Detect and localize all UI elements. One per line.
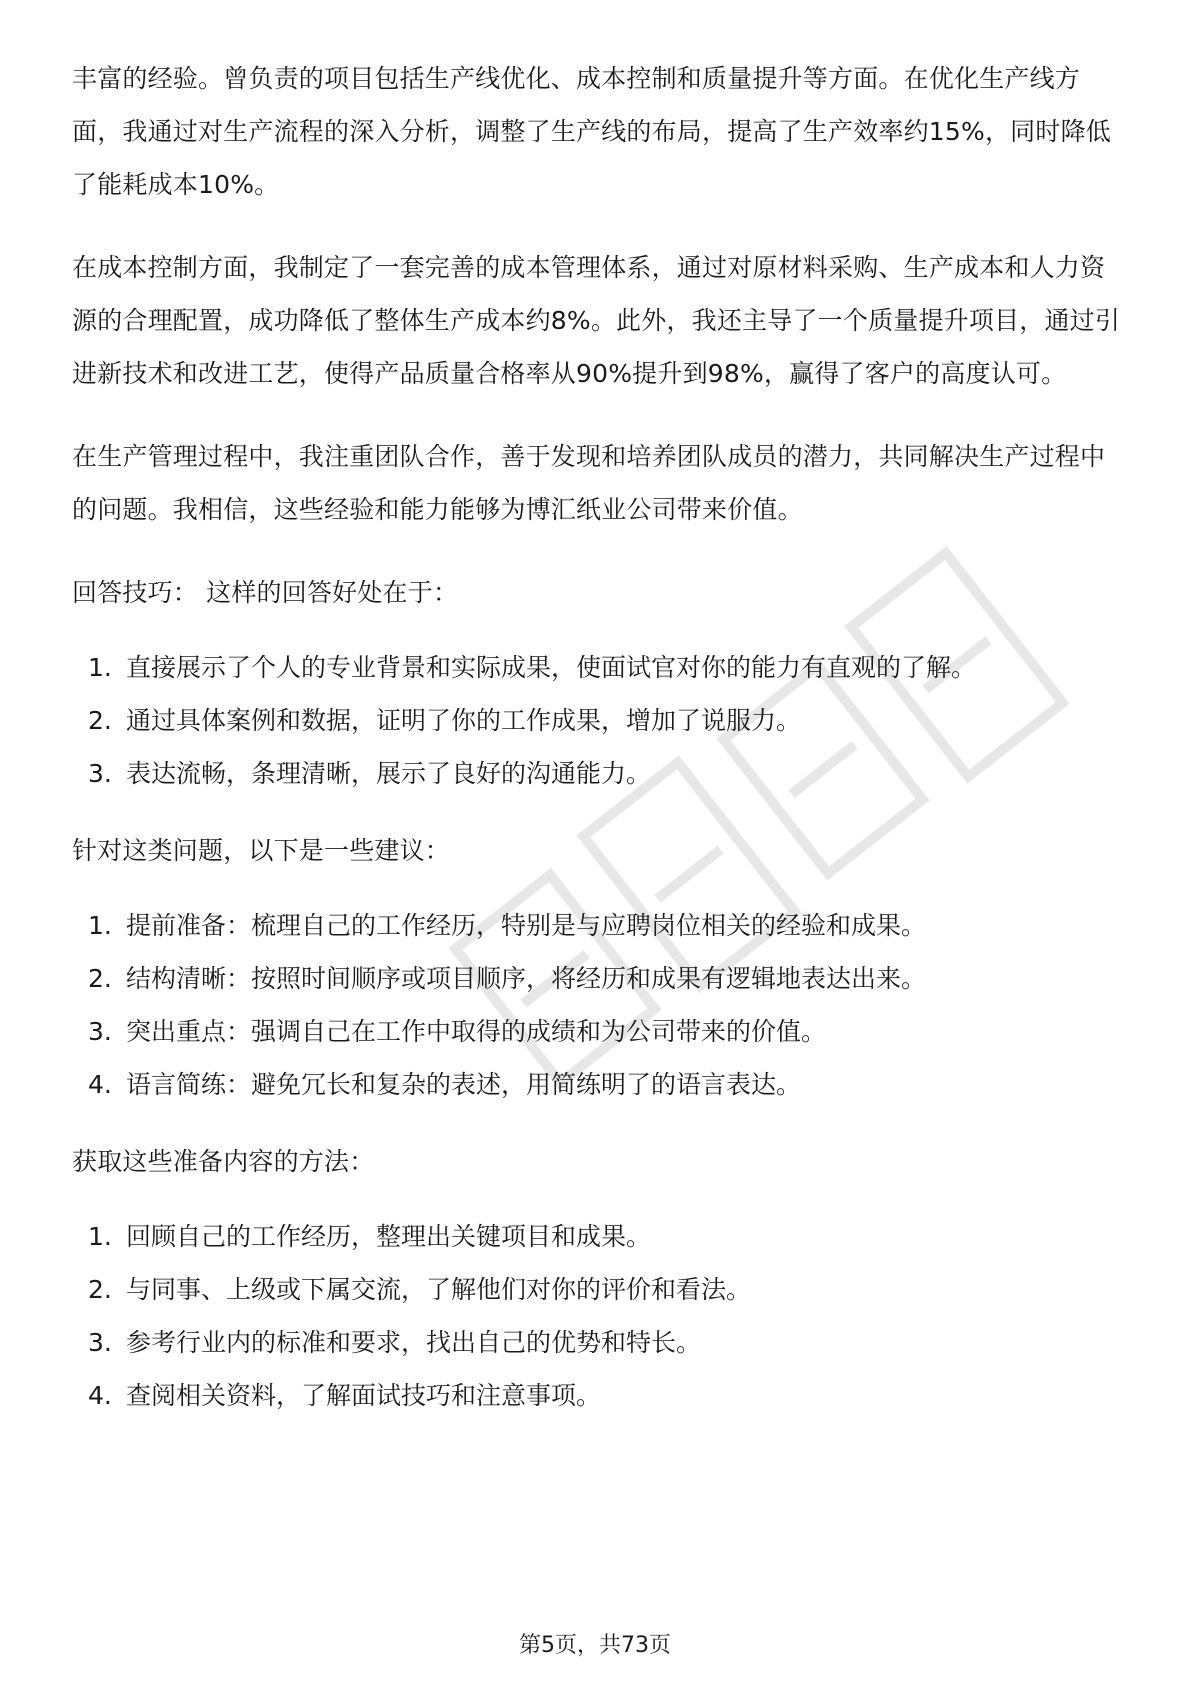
list-item	[72, 1369, 1122, 1422]
suggestions-list	[72, 899, 1122, 1111]
list-item-number: 3.	[88, 1017, 112, 1046]
list-item	[72, 641, 1122, 694]
list-item-number: 1.	[88, 1222, 112, 1251]
tips-heading: 回答技巧： 这样的回答好处在于：	[72, 578, 459, 607]
list-item	[72, 694, 1122, 747]
paragraph-management: 在生产管理过程中，我注重团队合作，善于发现和培养团队成员的潜力，共同解决生产过程中的问题。我相信，这些经验和能力能够为博汇纸业公司带来价值。	[72, 442, 1106, 524]
list-item-text: 语言简练：避免冗长和复杂的表述，用简练明了的语言表达。	[126, 1070, 802, 1099]
methods-list	[72, 1210, 1122, 1422]
list-item	[72, 1316, 1122, 1369]
list-item	[72, 1005, 1122, 1058]
list-item-number: 1.	[88, 911, 112, 940]
suggestions-heading: 针对这类问题，以下是一些建议：	[72, 836, 451, 865]
list-item-text: 与同事、上级或下属交流，了解他们对你的评价和看法。	[126, 1275, 752, 1304]
list-item-text: 查阅相关资料，了解面试技巧和注意事项。	[126, 1381, 602, 1410]
list-item-text: 直接展示了个人的专业背景和实际成果，使面试官对你的能力有直观的了解。	[126, 653, 977, 682]
list-item-number: 3.	[88, 759, 112, 788]
page-number: 第5页，共73页	[519, 1633, 671, 1658]
paragraph-cost-control: 在成本控制方面，我制定了一套完善的成本管理体系，通过对原材料采购、生产成本和人力资源的合理配置，成功降低了整体生产成本约8%。此外，我还主导了一个质量提升项目，通过引进新技术和改进工艺，使得产品质量合格率从90%提升到98%，赢得了客户的高度认可。	[72, 253, 1121, 388]
list-item	[72, 1058, 1122, 1111]
list-item-number: 1.	[88, 653, 112, 682]
list-item	[72, 1210, 1122, 1263]
list-item-text: 回顾自己的工作经历，整理出关键项目和成果。	[126, 1222, 652, 1251]
list-item-text: 突出重点：强调自己在工作中取得的成绩和为公司带来的价值。	[126, 1017, 827, 1046]
paragraph-experience: 丰富的经验。曾负责的项目包括生产线优化、成本控制和质量提升等方面。在优化生产线方面，我通过对生产流程的深入分析，调整了生产线的布局，提高了生产效率约15%，同时降低了能耗成本10%。	[72, 64, 1111, 199]
list-item-number: 2.	[88, 706, 112, 735]
list-item	[72, 952, 1122, 1005]
list-item-text: 通过具体案例和数据，证明了你的工作成果，增加了说服力。	[126, 706, 802, 735]
methods-heading: 获取这些准备内容的方法：	[72, 1147, 375, 1176]
list-item-text: 结构清晰：按照时间顺序或项目顺序，将经历和成果有逻辑地表达出来。	[126, 964, 927, 993]
list-item-text: 提前准备：梳理自己的工作经历，特别是与应聘岗位相关的经验和成果。	[126, 911, 927, 940]
list-item	[72, 747, 1122, 800]
list-item-number: 4.	[88, 1381, 112, 1410]
document-page	[72, 52, 1122, 1422]
tips-list	[72, 641, 1122, 800]
list-item	[72, 1263, 1122, 1316]
list-item-text: 参考行业内的标准和要求，找出自己的优势和特长。	[126, 1328, 702, 1357]
list-item-text: 表达流畅，条理清晰，展示了良好的沟通能力。	[126, 759, 652, 788]
list-item-number: 2.	[88, 964, 112, 993]
list-item-number: 2.	[88, 1275, 112, 1304]
list-item-number: 4.	[88, 1070, 112, 1099]
list-item	[72, 899, 1122, 952]
list-item-number: 3.	[88, 1328, 112, 1357]
